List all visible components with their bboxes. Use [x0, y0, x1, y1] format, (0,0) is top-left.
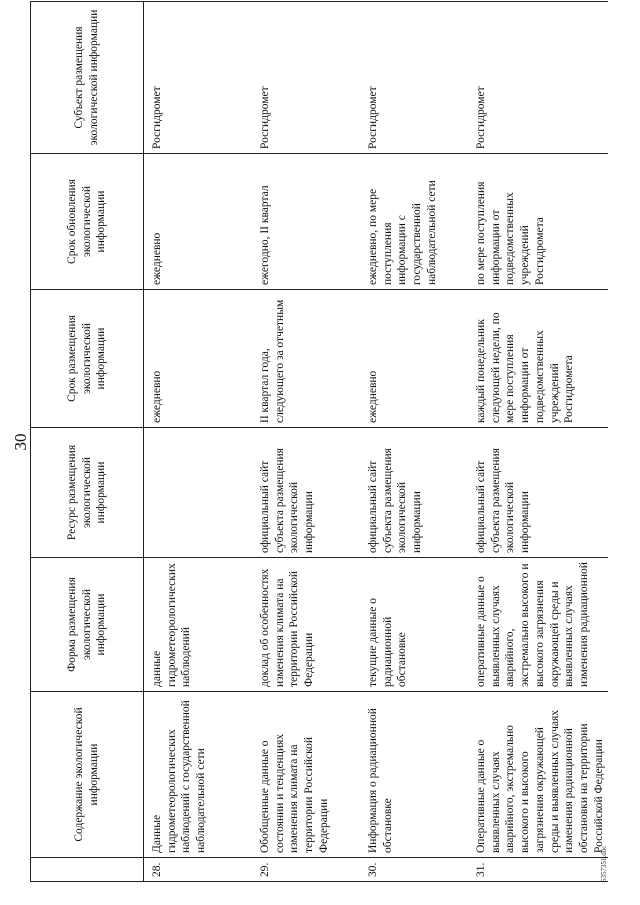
environmental-info-table	[30, 1, 608, 882]
header-subject: Субъект размещения экологической информации	[31, 2, 144, 154]
cell-subject: Росгидромет	[144, 2, 253, 154]
row-number: 30.	[360, 858, 468, 882]
page-number: 30	[11, 433, 30, 451]
table-row	[144, 2, 253, 882]
cell-content: Оперативные данные о выявленных случаях аварийного, экстремально высокого и высокого загрязнения окружающей среды и выявленных случаях изменения радиационной обстановки на территории Российской Федерации	[468, 692, 608, 858]
cell-subject: Росгидромет	[252, 2, 360, 154]
rotated-document-page	[10, 2, 610, 882]
cell-update: ежедневно, по мере поступления информации с государственной наблюдательной сети	[360, 154, 468, 290]
cell-subject: Росгидромет	[468, 2, 608, 154]
cell-term: ежедневно	[360, 290, 468, 428]
cell-form: оперативные данные о выявленных случаях аварийного, экстремально высокого и высокого загрязнения окружающей среды и выявленных случаях изменения радиационной	[468, 558, 608, 692]
cell-resource	[144, 428, 253, 558]
header-content: Содержание экологической информации	[31, 692, 144, 858]
document-filename: 5357351.doc	[600, 845, 608, 882]
cell-term: ежедневно	[144, 290, 253, 428]
table-header-row	[31, 2, 144, 882]
row-number: 29.	[252, 858, 360, 882]
cell-update: ежегодно, II квартал	[252, 154, 360, 290]
cell-content: Информация о радиационной обстановке	[360, 692, 468, 858]
cell-resource: официальный сайт субъекта размещения экологической информации	[360, 428, 468, 558]
cell-content: Обобщенные данные о состоянии и тенденциях изменения климата на территории Российской Федерации	[252, 692, 360, 858]
cell-subject: Росгидромет	[360, 2, 468, 154]
cell-update: по мере поступления информации от подведомственных учреждений Росгидромета	[468, 154, 608, 290]
cell-form: данные гидрометеорологических наблюдений	[144, 558, 253, 692]
cell-content: Данные гидрометеорологических наблюдений с государственной наблюдательной сети	[144, 692, 253, 858]
header-resource: Ресурс размещения экологической информации	[31, 428, 144, 558]
cell-resource: официальный сайт субъекта размещения экологической информации	[468, 428, 608, 558]
header-num	[31, 858, 144, 882]
header-term: Срок размещения экологической информации	[31, 290, 144, 428]
cell-term: II квартал года, следующего за отчетным	[252, 290, 360, 428]
cell-term: каждый понедельник следующей недели, по мере поступления информации от подведомственных учреждений Росгидромета	[468, 290, 608, 428]
table-row	[252, 2, 360, 882]
cell-update: ежедневно	[144, 154, 253, 290]
table-row	[360, 2, 468, 882]
cell-resource: официальный сайт субъекта размещения экологической информации	[252, 428, 360, 558]
row-number: 28.	[144, 858, 253, 882]
cell-form: текущие данные о радиационной обстановке	[360, 558, 468, 692]
cell-form: доклад об особенностях изменения климата на территории Российской Федерации	[252, 558, 360, 692]
header-form: Форма размещения экологической информации	[31, 558, 144, 692]
row-number: 31.	[468, 858, 608, 882]
header-update: Срок обновления экологической информации	[31, 154, 144, 290]
table-row	[468, 2, 608, 882]
